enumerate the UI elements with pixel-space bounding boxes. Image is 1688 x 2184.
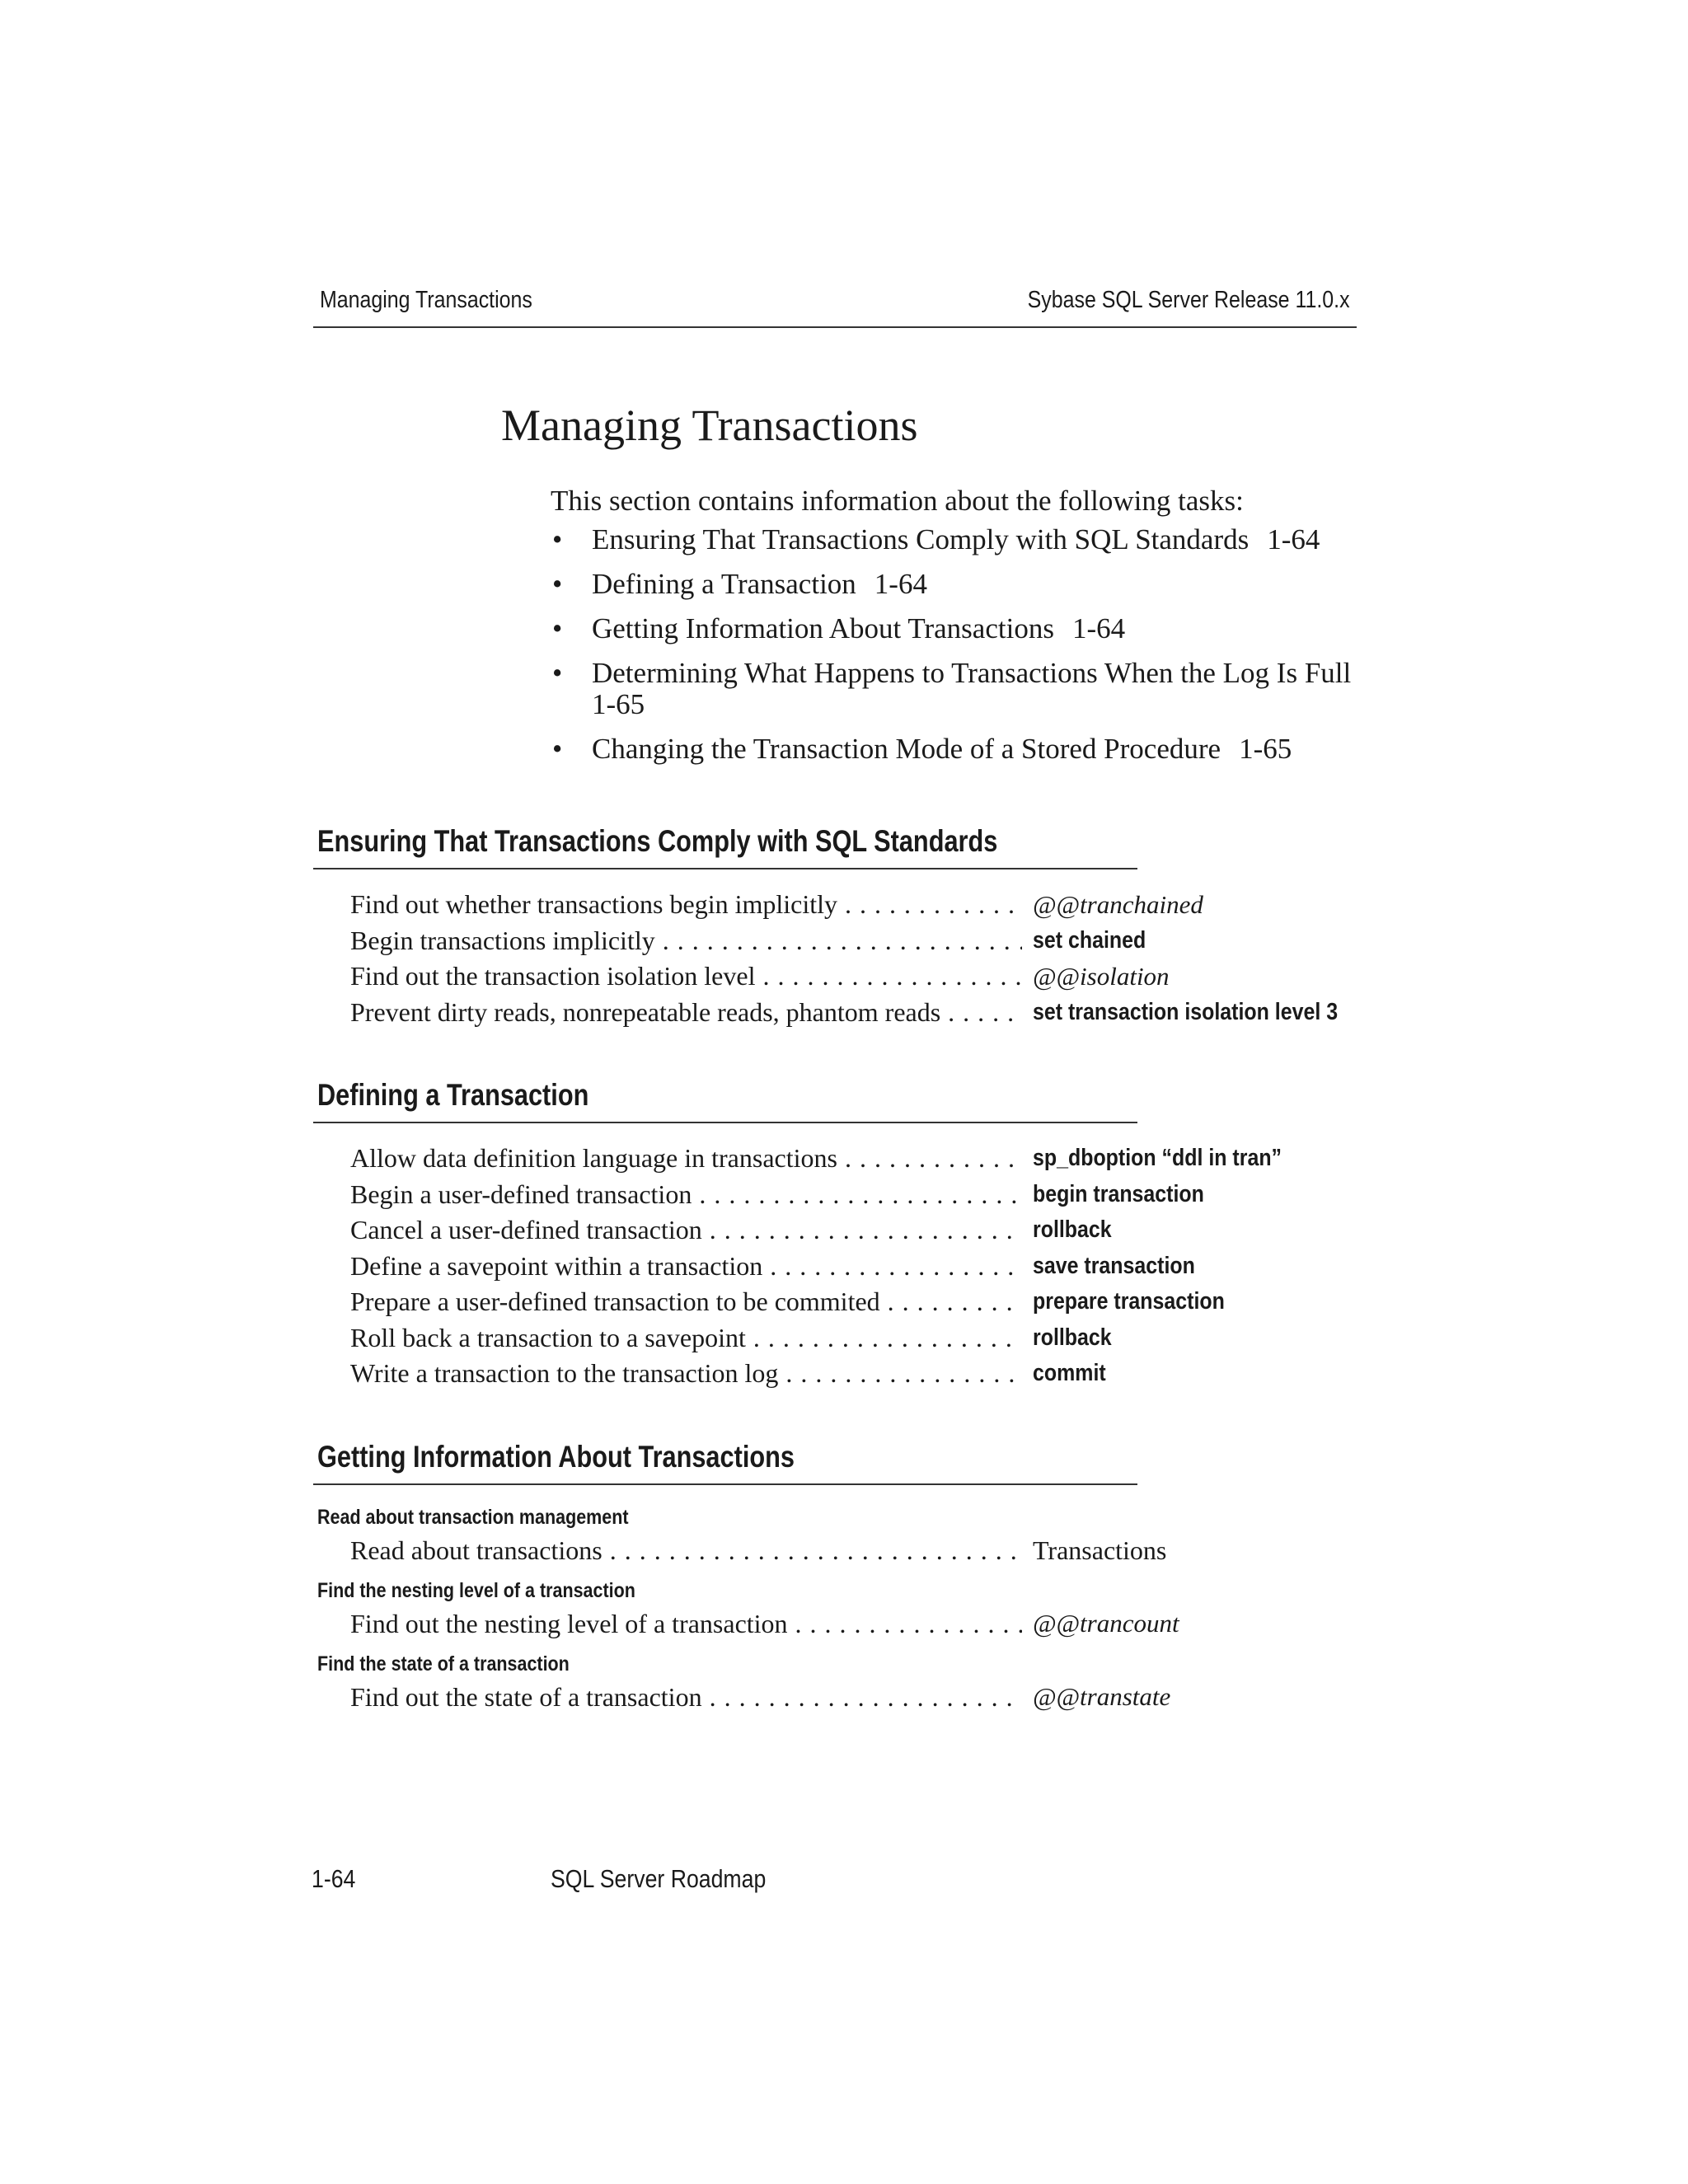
section-rows: [350, 887, 1414, 1030]
footer-book-title: SQL Server Roadmap: [551, 1864, 767, 1893]
task-list-item: [551, 733, 1375, 765]
row-value: prepare transaction: [1033, 1288, 1225, 1315]
row-value: save transaction: [1033, 1252, 1195, 1279]
row-label: Roll back a transaction to a savepoint . . .: [350, 1320, 1022, 1357]
row-label: Find out whether transactions begin implicitly . . .: [350, 887, 1022, 923]
subheading: Find the state of a transaction: [317, 1652, 570, 1675]
row-value: sp_dboption “ddl in tran”: [1033, 1145, 1282, 1171]
running-header-product: Sybase SQL Server Release 11.0.x: [1028, 287, 1350, 313]
page-title: Managing Transactions: [501, 401, 918, 450]
task-page-ref: 1-64: [874, 568, 927, 600]
task-list-item: [551, 569, 1375, 600]
task-label: Getting Information About Transactions: [592, 612, 1054, 644]
table-row: [350, 1212, 1414, 1249]
row-value: @@trancount: [1033, 1609, 1179, 1638]
row-label: Find out the nesting level of a transaction . . .: [350, 1605, 1022, 1642]
running-header-chapter: Managing Transactions: [320, 287, 532, 313]
row-label: Find out the state of a transaction . . .: [350, 1679, 1022, 1715]
row-label: Begin transactions implicitly . . .: [350, 923, 1022, 959]
row-label: Read about transactions . . .: [350, 1532, 1022, 1568]
task-list-item: [551, 613, 1375, 644]
row-label: Allow data definition language in transactions . . .: [350, 1141, 1022, 1177]
table-row: [350, 1284, 1414, 1320]
task-label: Ensuring That Transactions Comply with SQL Standards: [592, 523, 1250, 555]
table-row: [350, 923, 1414, 959]
section-rows: [350, 1141, 1414, 1392]
table-row: [350, 1249, 1414, 1285]
table-row: [350, 995, 1414, 1031]
row-label: Begin a user-defined transaction . . .: [350, 1177, 1022, 1213]
row-value: set transaction isolation level 3: [1033, 998, 1339, 1025]
row-label: Prevent dirty reads, nonrepeatable reads, phantom reads . . .: [350, 995, 1022, 1031]
table-row: [350, 1320, 1414, 1357]
table-row: [350, 1141, 1414, 1177]
row-label: Find out the transaction isolation level . . .: [350, 958, 1022, 995]
table-row: [350, 1177, 1414, 1213]
section-defining-transaction: [313, 1075, 1282, 1388]
intro-text: This section contains information about the following tasks:: [551, 485, 1244, 517]
section-heading: Ensuring That Transactions Comply with SQL Standards: [313, 821, 1137, 869]
row-value: begin transaction: [1033, 1180, 1204, 1207]
section-getting-information: [313, 1436, 1179, 1712]
subheading: Read about transaction management: [317, 1506, 629, 1529]
row-label: Cancel a user-defined transaction . . .: [350, 1212, 1022, 1249]
table-row: [350, 958, 1414, 995]
row-label: Write a transaction to the transaction log . . .: [350, 1356, 1022, 1392]
task-page-ref: 1-65: [592, 688, 645, 720]
task-list: [551, 524, 1375, 778]
row-value: commit: [1033, 1360, 1106, 1386]
task-list-item: [551, 524, 1375, 555]
row-label: Define a savepoint within a transaction . . .: [350, 1249, 1022, 1285]
section-sql-standards: [313, 821, 1339, 1027]
row-value: set chained: [1033, 926, 1146, 954]
table-row: [350, 1532, 1418, 1572]
task-page-ref: 1-64: [1267, 523, 1320, 555]
section-heading: Getting Information About Transactions: [313, 1436, 1137, 1485]
task-list-item: [551, 658, 1375, 720]
subheading: Find the nesting level of a transaction: [317, 1579, 635, 1602]
table-row: [350, 1605, 1418, 1645]
row-value: @@isolation: [1033, 962, 1170, 991]
row-value: Transactions: [1033, 1535, 1167, 1565]
task-page-ref: 1-65: [1239, 733, 1292, 765]
table-row: [350, 1356, 1414, 1392]
section-rows: [313, 1502, 1418, 1722]
task-label: Defining a Transaction: [592, 568, 856, 600]
table-row: [350, 1679, 1418, 1718]
row-label: Prepare a user-defined transaction to be commited . . .: [350, 1284, 1022, 1320]
table-row: [350, 887, 1414, 923]
task-label: Changing the Transaction Mode of a Stored Procedure: [592, 733, 1221, 765]
section-heading: Defining a Transaction: [313, 1075, 1137, 1123]
row-value: rollback: [1033, 1216, 1112, 1243]
row-value: @@transtate: [1033, 1682, 1171, 1711]
task-page-ref: 1-64: [1071, 612, 1126, 644]
row-value: rollback: [1033, 1324, 1112, 1351]
running-header: [313, 287, 1357, 328]
footer-page-number: 1-64: [312, 1864, 356, 1893]
row-value: @@tranchained: [1033, 890, 1203, 919]
task-label: Determining What Happens to Transactions When the Log Is Full: [592, 657, 1352, 689]
